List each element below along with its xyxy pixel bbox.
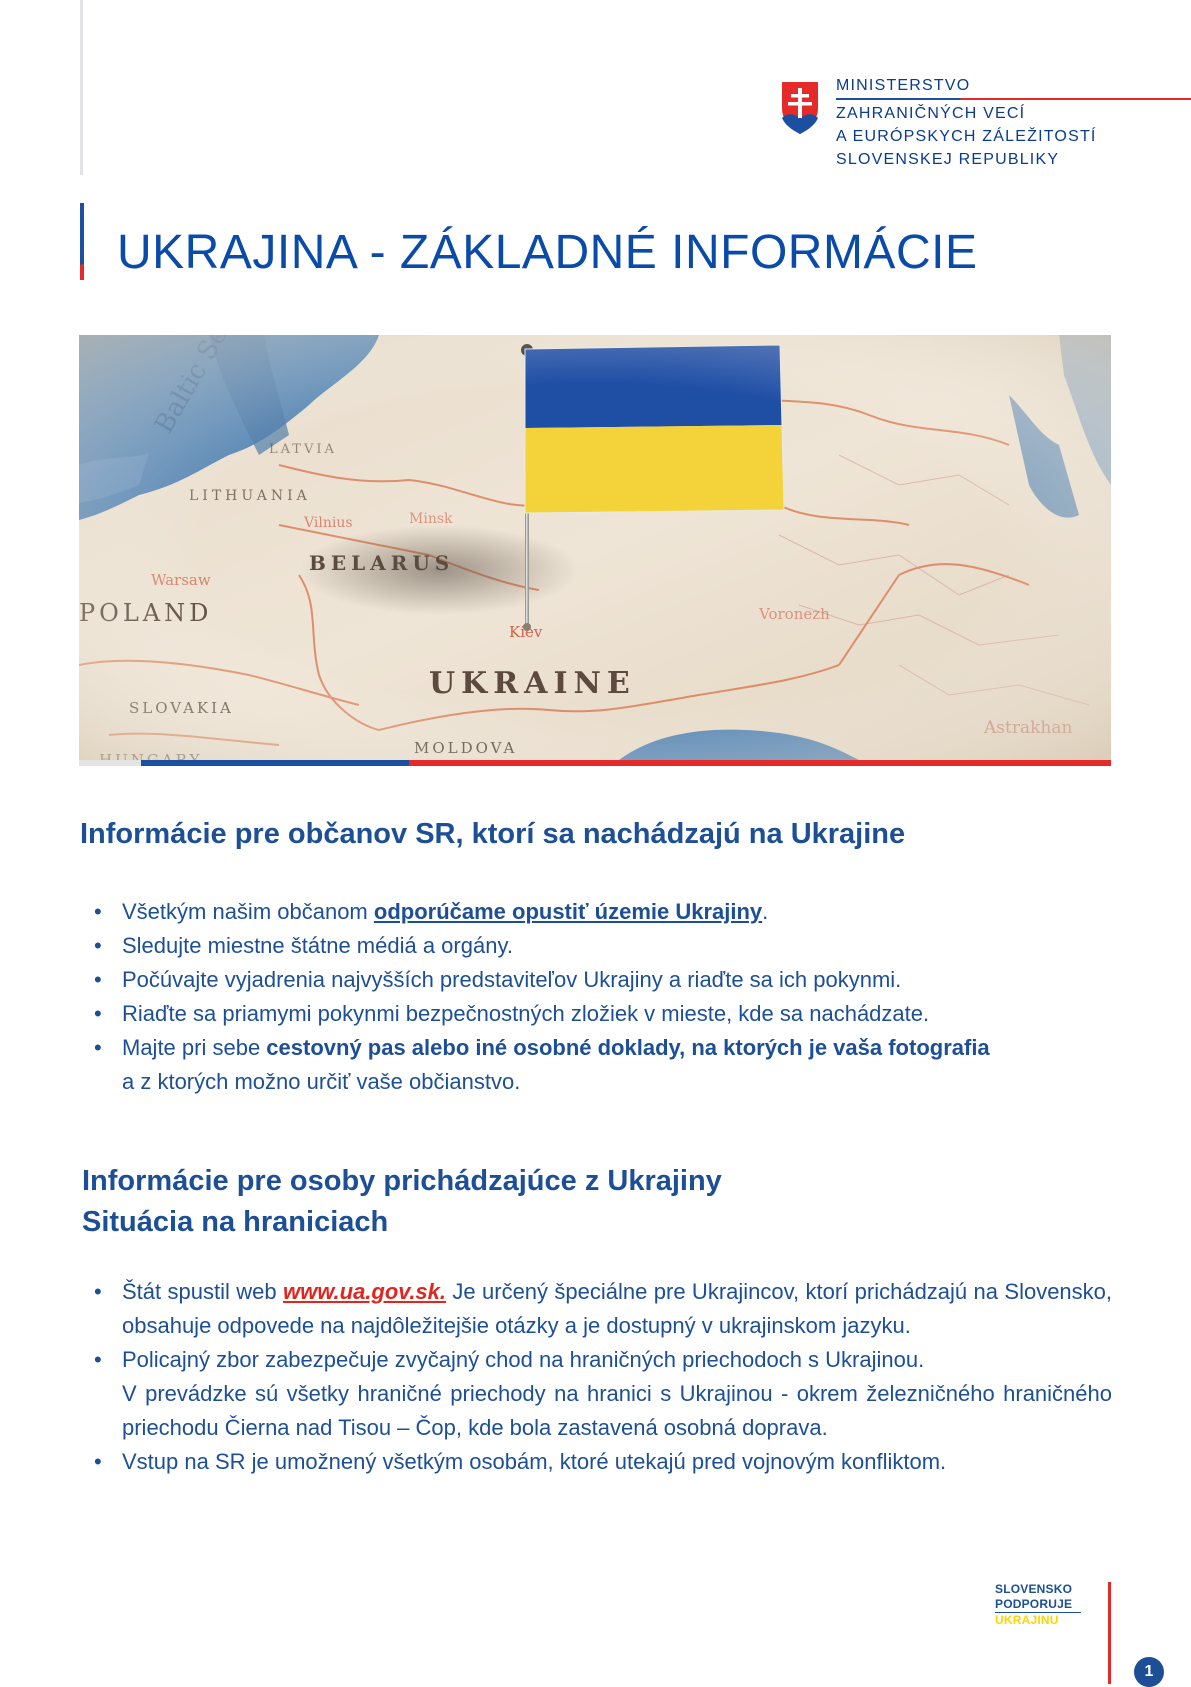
page-title: UKRAJINA - ZÁKLADNÉ INFORMÁCIE [117, 226, 978, 279]
ua-gov-sk-link[interactable]: www.ua.gov.sk. [283, 1279, 447, 1304]
ministry-logo [778, 74, 1191, 174]
ministry-line-4: SLOVENSKEJ REPUBLIKY [836, 151, 1060, 168]
title-accent-bar [80, 203, 84, 280]
section-heading-arrivals [82, 1161, 722, 1243]
arrivals-list [86, 1275, 1112, 1479]
leave-ukraine-link[interactable]: odporúčame opustiť územie Ukrajiny [373, 899, 763, 924]
citizens-list [86, 895, 1116, 1099]
footer-accent-rule [1108, 1582, 1111, 1684]
list-item: • Majte pri sebe cestovný pas alebo iné osobné doklady, na ktorých je vaša fotografia a z ktorých možno určiť vaše občianstvo. [86, 1031, 1116, 1099]
left-margin-rule [80, 0, 83, 175]
ministry-name [836, 74, 1191, 171]
hero-divider [79, 760, 1111, 766]
list-item: • Riaďte sa priamymi pokynmi bezpečnostných zložiek v mieste, kde sa nachádzate. [86, 997, 1116, 1031]
map-illustration [79, 335, 1111, 760]
list-item: • Počúvajte vyjadrenia najvyšších predstaviteľov Ukrajiny a riaďte sa ich pokynmi. [86, 963, 1116, 997]
list-item: • Policajný zbor zabezpečuje zvyčajný chod na hraničných priechodoch s Ukrajinou. V prevádzke sú všetky hraničné priechody na hranici s Ukrajinou - okrem železničného hraničného priechodu Čierna nad Tisou – Čop, kde bola zastavená osobná doprava. [86, 1343, 1112, 1445]
ministry-line-2: ZAHRANIČNÝCH VECÍ [836, 105, 1026, 122]
list-item: • Všetkým našim občanom odporúčame opustiť územie Ukrajiny. [86, 895, 1116, 929]
ministry-divider [836, 98, 1191, 100]
slovak-coat-of-arms-icon [778, 78, 822, 138]
list-item: • Sledujte miestne štátne médiá a orgány. [86, 929, 1116, 963]
section-heading-citizens: Informácie pre občanov SR, ktorí sa nachádzajú na Ukrajine [80, 818, 906, 850]
list-item: • Vstup na SR je umožnený všetkým osobám, ktoré utekajú pred vojnovým konfliktom. [86, 1445, 1112, 1479]
ministry-line-3: A EURÓPSKYCH ZÁLEŽITOSTÍ [836, 128, 1097, 145]
slovensko-podporuje-ukrajinu-logo: SLOVENSKO PODPORUJE UKRAJINU [995, 1582, 1081, 1628]
list-item: • Štát spustil web www.ua.gov.sk. Je určený špeciálne pre Ukrajincov, ktorí prichádzajú na Slovensko, obsahuje odpovede na najdôležitejšie otázky a je dostupný v ukrajinskom jazyku. [86, 1275, 1112, 1343]
section-heading-arrivals-line1: Informácie pre osoby prichádzajúce z Ukrajiny [82, 1165, 722, 1197]
page-number: 1 [1134, 1657, 1164, 1687]
ministry-line-1: MINISTERSTVO [836, 77, 971, 94]
documents-emphasis: cestovný pas alebo iné osobné doklady, na ktorých je vaša fotografia [266, 1035, 990, 1060]
section-heading-border-situation: Situácia na hraniciach [82, 1206, 389, 1238]
hero-map-image [79, 335, 1111, 760]
